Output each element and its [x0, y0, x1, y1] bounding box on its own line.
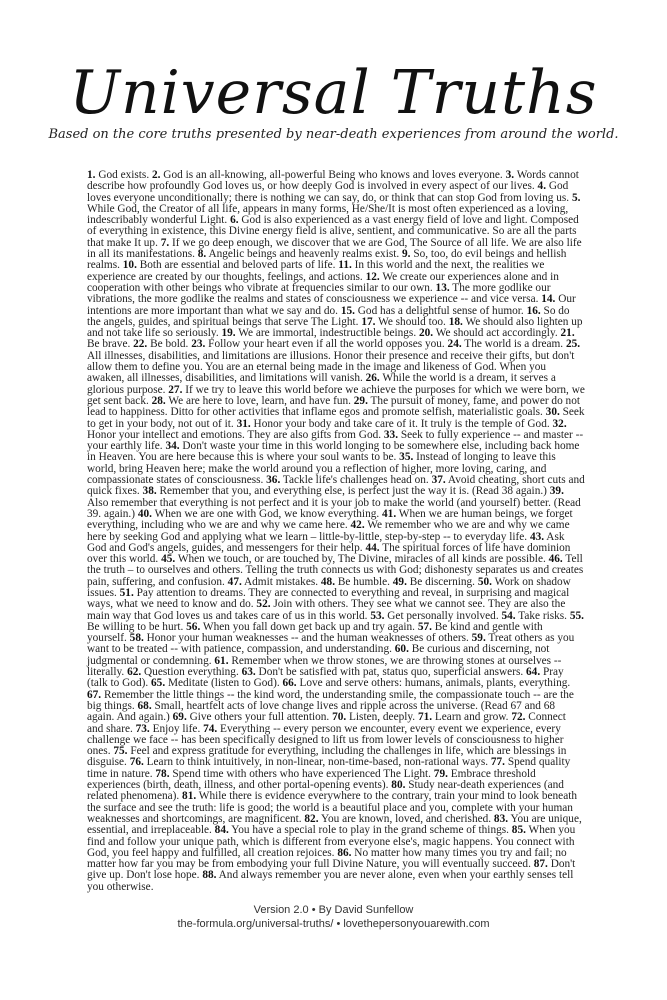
truth-number: 18. — [448, 315, 463, 328]
truth-number: 1. — [87, 169, 96, 181]
truth-item — [123, 259, 339, 271]
truth-text: Get personally involved. — [387, 609, 499, 622]
truth-text: Learn to think intuitively, in non-linear, non-time-based, non-rational ways. — [146, 756, 489, 769]
truth-number: 10. — [122, 259, 137, 272]
footer — [0, 903, 667, 931]
truth-item — [130, 632, 472, 644]
truth-text: Our intentions are more important than what we say and do. — [87, 293, 576, 317]
truth-text: While the world is a dream, it serves a glorious purpose. — [87, 372, 556, 396]
truth-number: 30. — [545, 406, 560, 419]
truth-text: When you find and follow your unique path, which is different from everyone else's, magic happens. You connect with God, you feel happy and fulfilled, all creation rejoices. — [87, 824, 576, 859]
truth-text: God is also experienced as a vast energy field of love and light. Composed of everything in existence, this Divine energy field is alive, sentient, and communicative. So are all the parts that make It up. — [87, 214, 579, 249]
truth-item — [152, 395, 354, 407]
truth-text: Work on shadow issues. — [87, 575, 571, 599]
truth-text: God loves everyone unconditionally; there is nothing we can say, do, or think that can stop God from loving us. — [87, 180, 570, 204]
truth-text: Also remember that everything is not perfect and it is your job to make the world (and yourself) better. (Read 39. again.) — [87, 496, 581, 520]
truth-number: 58. — [129, 632, 144, 645]
truth-item — [155, 768, 433, 780]
truth-text: Take risks. — [518, 609, 567, 622]
truth-text: Honor your human weaknesses -- and the human weaknesses of others. — [146, 632, 469, 645]
truth-number: 11. — [338, 259, 352, 272]
truth-number: 37. — [431, 474, 446, 487]
truth-text: Love and serve others: humans, animals, plants, everything. — [299, 677, 571, 690]
truth-item — [161, 553, 549, 565]
truth-number: 80. — [391, 779, 406, 792]
truth-text: Be willing to be hurt. — [87, 620, 184, 633]
truth-number: 59. — [471, 632, 486, 645]
truth-text: Feel and express gratitude for everything, including the challenges in life, which are blessings in disguise. — [87, 745, 567, 769]
truth-text: All illnesses, disabilities, and limitations are illusions. Honor their presence and receive their gifts, but don't allow them to define you. You are an eternal being made in the image and likeness of God. When you awaken, all illnesses, disabilities, and limitations will vanish. — [87, 349, 575, 385]
truth-text: Tell the truth – to ourselves and others. Telling the truth connects us with God; dishonesty separates us and creates pain, suffering, and confusion. — [87, 553, 584, 588]
truth-text: Connect and share. — [87, 711, 566, 735]
truth-item — [130, 756, 491, 768]
truth-item — [222, 327, 419, 339]
truth-number: 21. — [560, 327, 575, 340]
truth-number: 17. — [361, 315, 376, 328]
truth-number: 86. — [337, 846, 352, 859]
truth-text: Be bold. — [150, 338, 189, 351]
truth-number: 83. — [493, 812, 509, 825]
truth-item — [419, 327, 561, 339]
truth-item — [266, 474, 431, 486]
truth-number: 74. — [203, 722, 218, 735]
truth-number: 8. — [197, 248, 207, 261]
truth-number: 50. — [477, 575, 492, 588]
truth-text: If we try to leave this world before we achieve the purposes for which we were born, we get sent back. — [87, 383, 585, 407]
truth-item — [393, 576, 478, 588]
truth-text: When we are one with God, we know everything. — [154, 507, 380, 520]
truths-list — [87, 170, 585, 893]
truth-number: 3. — [505, 169, 515, 181]
truth-item — [341, 305, 527, 317]
truth-item — [448, 338, 566, 350]
truth-text: We should act accordingly. — [435, 327, 558, 340]
truth-text: God has a delightful sense of humor. — [357, 304, 524, 317]
truth-text: While there is evidence everywhere to the contrary, train your mind to look beneath the surface and see the truth: life is good; the world is a beautiful place and you, complete with your human weaknesses and shortcomings, are magnificent. — [87, 790, 577, 825]
truth-text: The pursuit of money, fame, and power do not lead to happiness. Ditto for other activities that inflame egos and promote selfish, materialistic goals. — [87, 394, 580, 419]
truth-number: 66. — [282, 677, 297, 690]
footer-urls: the-formula.org/universal-truths/ • lovethepersonyouarewith.com — [177, 918, 490, 930]
truth-item — [143, 485, 550, 497]
truth-text: So do the angels, guides, and spiritual beings that serve The Light. — [87, 304, 570, 328]
truth-text: Remember when we throw stones, we are throwing stones at ourselves -- literally. — [87, 654, 562, 679]
truth-number: 22. — [133, 338, 148, 351]
truth-text: Be brave. — [87, 338, 131, 351]
page-title: Universal Truths — [69, 58, 598, 128]
truth-number: 48. — [320, 575, 336, 588]
truth-number: 62. — [127, 666, 142, 679]
truth-item — [186, 621, 418, 633]
truth-text: Follow your heart even if all the world opposes you. — [208, 338, 445, 351]
truth-number: 69. — [172, 711, 187, 724]
truth-text: The world is a dream. — [464, 338, 564, 351]
truth-text: Listen, deeply. — [349, 711, 416, 724]
truth-number: 36. — [266, 474, 281, 487]
truth-text: Small, heartfelt acts of love change lives and ripple across the universe. (Read 67 and 68 again. And again.) — [87, 699, 556, 724]
truth-item — [332, 711, 418, 723]
truth-text: When you fall down get back up and try again. — [202, 620, 415, 633]
truth-text: Be kind and gentle with yourself. — [87, 620, 543, 645]
truth-text: When we are human beings, we forget everything, including who we are and why we came here. — [87, 507, 573, 532]
truth-number: 49. — [392, 575, 407, 588]
truth-number: 51. — [119, 586, 134, 599]
truth-text: You have a special role to play in the grand scheme of things. — [231, 824, 509, 837]
truth-text: We are immortal, indestructible beings. — [238, 327, 417, 340]
truth-number: 32. — [552, 417, 567, 430]
truth-number: 34. — [165, 440, 180, 453]
footer-version: Version 2.0 • By David Sunfellow — [253, 904, 414, 916]
truth-text: Question everything. — [144, 666, 239, 679]
truth-text: No matter how many times you try and fail; no matter how far you may be from embodying your full Divine Nature, you will eventually succeed. — [87, 846, 567, 871]
truth-item — [127, 666, 242, 678]
truth-item — [198, 248, 402, 260]
truth-number: 56. — [186, 620, 201, 633]
truth-number: 88. — [202, 869, 217, 882]
truth-text: God exists. — [98, 169, 150, 181]
truth-item — [370, 610, 501, 622]
truth-number: 67. — [87, 688, 102, 701]
truth-number: 35. — [399, 451, 414, 464]
truth-number: 47. — [227, 575, 242, 588]
truth-item — [242, 666, 526, 678]
truth-text: In this world and the next, the realities we experience are created by our thoughts, feelings, and actions. — [87, 259, 545, 283]
truth-text: Instead of longing to leave this world, bring Heaven here; make the world around you a reflection of higher, more loving, caring, and compassionate states of consciousness. — [87, 451, 556, 487]
truth-text: Meditate (listen to God). — [167, 677, 280, 690]
truth-number: 42. — [350, 519, 365, 532]
truth-text: You are known, loved, and cherished. — [320, 812, 492, 825]
truth-item — [136, 723, 203, 735]
truth-number: 38. — [142, 485, 157, 498]
truth-text: The spiritual forces of life have dominion over this world. — [87, 541, 571, 566]
truth-number: 24. — [447, 338, 462, 351]
truth-number: 29. — [353, 394, 368, 407]
truth-text: Remember that you, and everything else, is perfect just the way it is. (Read 38 again.) — [159, 485, 547, 498]
truth-text: And always remember you are never alone, even when your earthly senses tell you otherwise. — [87, 869, 574, 893]
truth-number: 2. — [151, 169, 161, 181]
truth-number: 70. — [332, 711, 347, 724]
truth-text: Don't waste your time in this world longing to be somewhere else, including back home in Heaven. You are here because this is where your soul wants to be. — [87, 440, 580, 464]
truth-text: Everything -- every person we encounter, every event we experience, every challenge we face -- has been specifically designed to lift us from lower levels of consciousness to higher ones. — [87, 722, 564, 758]
truth-text: Enjoy life. — [152, 722, 201, 735]
truth-number: 82. — [304, 812, 319, 825]
truth-item — [501, 610, 569, 622]
truth-number: 31. — [236, 417, 251, 430]
truth-text: We should too. — [378, 315, 446, 328]
truth-number: 78. — [155, 767, 170, 780]
truth-text: Be curious and discerning, not judgmental or condemning. — [87, 643, 550, 667]
truth-item — [361, 316, 448, 328]
truth-number: 79. — [433, 767, 448, 780]
truth-text: Don't give up. Don't lose hope. — [87, 858, 576, 882]
truth-number: 75. — [113, 745, 128, 758]
truth-text: Angelic beings and heavenly realms exist. — [208, 248, 400, 261]
truth-number: 16. — [526, 304, 541, 317]
truth-item — [304, 813, 494, 825]
truth-text: Learn and grow. — [434, 711, 509, 724]
truth-item — [173, 711, 332, 723]
truth-number: 25. — [565, 338, 581, 351]
truth-text: We should also lighten up and not take life so seriously. — [87, 315, 583, 340]
truth-text: Be humble. — [337, 575, 390, 588]
truth-item — [321, 576, 393, 588]
truth-number: 52. — [256, 598, 271, 611]
truth-item — [228, 576, 321, 588]
truth-item — [87, 169, 152, 181]
truth-text: If we go deep enough, we discover that we are God, The Source of all life. We are also life in all its manifestations. — [87, 236, 582, 261]
truth-number: 33. — [383, 428, 399, 441]
truth-number: 14. — [541, 293, 556, 306]
truth-number: 28. — [151, 394, 166, 407]
truth-number: 43. — [529, 530, 545, 543]
truth-text: Treat others as you want to be treated -- with patience, compassion, and understanding. — [87, 632, 575, 656]
truth-number: 68. — [137, 699, 152, 712]
truth-text: We are here to love, learn, and have fun. — [168, 394, 351, 407]
truth-item — [237, 418, 553, 430]
truth-number: 4. — [537, 180, 547, 193]
truth-number: 81. — [182, 790, 197, 803]
truth-number: 12. — [365, 270, 380, 283]
truth-item — [191, 338, 447, 350]
truth-text: Study near-death experiences (and related phenomena). — [87, 779, 564, 803]
truth-text: When we touch, or are touched by, The Divine, miracles of all kinds are possible. — [177, 553, 546, 566]
truth-text: Don't be satisfied with pat, status quo, superficial answers. — [258, 666, 524, 679]
truth-text: Honor your body and take care of it. It truly is the temple of God. — [253, 417, 550, 430]
truth-number: 15. — [340, 304, 355, 317]
truth-item — [138, 508, 382, 520]
truth-text: While God, the Creator of all life, appears in many forms, He/She/It is most often experienced as a loving, indescribably wonderful Light. — [87, 202, 569, 227]
truth-text: Spend quality time in nature. — [87, 756, 571, 780]
truth-text: Words cannot describe how profoundly God loves us, or how deeply God is involved in every aspect of our lives. — [87, 169, 579, 193]
truth-text: Admit mistakes. — [244, 575, 319, 588]
truth-item — [151, 677, 282, 689]
truth-text: Avoid cheating, short cuts and quick fixes. — [87, 474, 585, 498]
truth-number: 76. — [129, 756, 144, 769]
truth-text: Remember the little things -- the kind word, the understanding smile, the compassionate touch -- are the big things. — [87, 688, 574, 712]
truth-text: So, too, do evil beings and hellish realms. — [87, 248, 567, 272]
truth-text: Embrace threshold experiences (birth, death, illness, and other portal-opening events). — [87, 767, 536, 792]
truth-text: Seek to get in your body, not out of it. — [87, 406, 585, 430]
truth-number: 23. — [191, 338, 206, 351]
truth-number: 55. — [569, 609, 584, 622]
truth-number: 64. — [526, 666, 541, 679]
truth-number: 72. — [511, 711, 526, 724]
truth-number: 9. — [402, 248, 411, 261]
truth-text: Join with others. They see what we cannot see. They are also the main way that God loves us and takes care of us in this world. — [87, 598, 566, 622]
truth-text: You are unique, essential, and irreplaceable. — [87, 812, 582, 837]
truth-item — [152, 169, 506, 181]
truth-text: Give others your full attention. — [189, 711, 330, 724]
truth-number: 84. — [214, 824, 229, 837]
truth-number: 73. — [135, 722, 150, 735]
truth-text: Spend time with others who have experienced The Light. — [172, 767, 431, 780]
truth-number: 44. — [365, 541, 380, 554]
truth-number: 60. — [394, 643, 409, 656]
truth-number: 13. — [435, 281, 450, 294]
truth-number: 19. — [221, 327, 236, 340]
truth-item — [133, 338, 191, 350]
truth-number: 65. — [151, 677, 166, 690]
truth-number: 40. — [137, 507, 152, 520]
truth-number: 20. — [418, 327, 434, 340]
truth-text: Be discerning. — [409, 575, 475, 588]
truth-item — [215, 824, 512, 836]
truth-number: 54. — [501, 609, 516, 622]
truth-number: 63. — [241, 666, 256, 679]
truth-text: God is an all-knowing, all-powerful Being who knows and loves everyone. — [163, 169, 503, 181]
truth-text: Pay attention to dreams. They are connected to everything and reveal, in surprising and magical ways, what we need to know and do. — [87, 586, 570, 611]
truth-number: 57. — [417, 620, 432, 633]
truth-item — [283, 677, 571, 689]
page-subtitle: Based on the core truths presented by near-death experiences from around the world. — [48, 127, 619, 142]
truth-number: 7. — [160, 236, 170, 249]
truth-number: 87. — [533, 858, 548, 871]
truth-text: Seek to fully experience -- and master -- your earthly life. — [87, 428, 584, 453]
truth-item — [418, 711, 511, 723]
truth-number: 41. — [382, 507, 397, 520]
truth-number: 61. — [214, 654, 229, 667]
truth-text: The more godlike our vibrations, the more godlike the realms and states of consciousness we experience -- and vice versa. — [87, 281, 551, 306]
truth-number: 27. — [168, 383, 183, 396]
truth-text: Ask God and God's angels, guides, and messengers for their help. — [87, 530, 565, 554]
truth-number: 46. — [548, 553, 563, 566]
truth-text: We remember who we are and why we came here by seeking God and applying what we learn – little-by-little, step-by-step -- to everyday life. — [87, 519, 570, 543]
truth-text: Tackle life's challenges head on. — [282, 474, 429, 487]
truth-text: Both are essential and beloved parts of life. — [139, 259, 336, 272]
truth-number: 77. — [490, 756, 505, 769]
truth-number: 5. — [571, 191, 581, 204]
truth-number: 53. — [370, 609, 385, 622]
truth-number: 45. — [161, 553, 176, 566]
truth-number: 26. — [365, 372, 380, 385]
truth-number: 71. — [417, 711, 433, 724]
truth-number: 39. — [549, 485, 564, 498]
truth-number: 85. — [511, 824, 526, 837]
truth-text: Honor your intellect and emotions. They are also gifts from God. — [87, 428, 382, 441]
truth-text: Pray (talk to God). — [87, 666, 564, 690]
truth-text: We create our experiences alone and in cooperation with other beings who vibrate at frequencies similar to our own. — [87, 270, 559, 294]
truth-number: 6. — [230, 214, 239, 227]
